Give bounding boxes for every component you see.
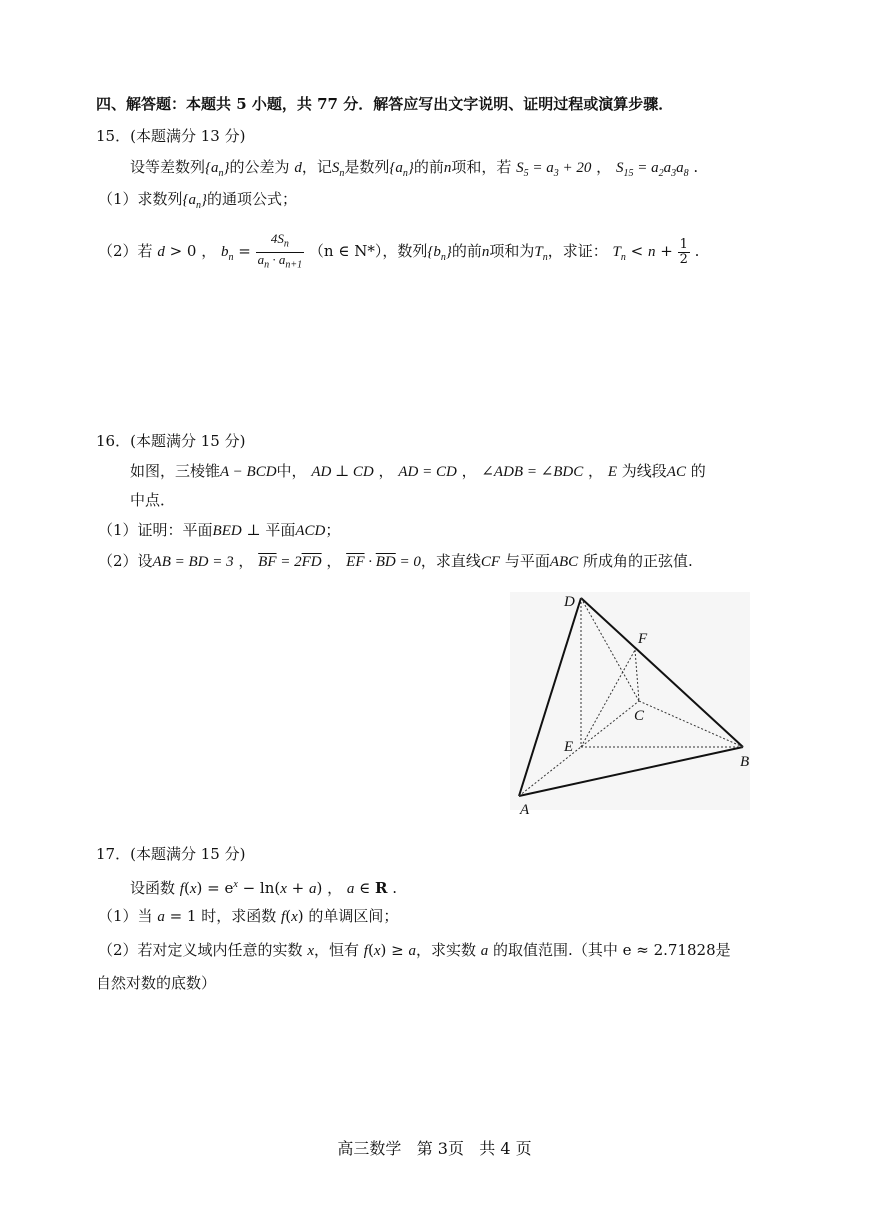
- footer-page: 第 3页: [416, 1139, 464, 1158]
- figure-background: [510, 592, 750, 810]
- q17-part2: （2）若对定义域内任意的实数 x，恒有 f(x) ≥ a，求实数 a 的取值范围.（其中 e ≈ 2.71828是: [98, 941, 731, 959]
- tetrahedron-figure: [500, 588, 760, 818]
- page-footer: [0, 1136, 869, 1159]
- q15-stem: 设等差数列$\{a_n\}$的公差为 d，记$S_n$是数列$\{a_n\}$的前n项和，若 $S_5 = a_3 + 20$ ， $S_{15} = a_2a_3a_8$ .: [130, 158, 699, 179]
- label-B: B: [740, 754, 750, 770]
- q16-stem-continued: 中点．: [130, 491, 176, 509]
- label-E: E: [564, 739, 574, 755]
- q16-stem: 如图，三棱锥A − BCD中， AD ⊥ CD ， AD = CD ， ∠ADB = ∠BDC ， E 为线段AC 的: [130, 462, 706, 480]
- q16-heading: 16．(本题满分 15 分): [96, 432, 246, 450]
- q17-heading: 17．(本题满分 15 分): [96, 845, 246, 863]
- q16-part1: （1）证明：平面BED ⊥ 平面ACD；: [98, 521, 341, 539]
- label-F: F: [638, 631, 648, 647]
- q15-part2: （2）若 d > 0 ， $b_n$ = $\frac{4S_n}{a_n \cdot a_{n+1}}$ （n ∈ N*），数列$\{b_n\}$的前n项和为$T_n$，求证： $T_n < n$ + $\frac{1}{2}$ .: [98, 231, 700, 271]
- footer-subject: 高三数学: [337, 1139, 402, 1158]
- label-C: C: [634, 708, 645, 724]
- q15-part1: （1）求数列$\{a_n\}$的通项公式；: [98, 190, 298, 211]
- q17-stem: 设函数 $f(x) = e^x - \ln(x + a)$ ， a ∈ R .: [130, 879, 398, 897]
- section-header: 四、解答题：本题共 5 小题，共 77 分．解答应写出文字说明、证明过程或演算步骤．: [96, 95, 674, 113]
- q15-condition-2: $S_{15} = a_2a_3a_8$: [615, 160, 689, 179]
- footer-total: 共 4 页: [479, 1139, 532, 1158]
- q15-heading: 15．(本题满分 13 分): [96, 127, 246, 145]
- q15-condition-1: $S_5 = a_3 + 20$: [516, 160, 592, 179]
- label-D: D: [564, 594, 575, 610]
- q17-part1: （1）当 a = 1 时，求函数 f(x) 的单调区间；: [98, 907, 399, 925]
- q17-part2-continued: 自然对数的底数）: [96, 974, 217, 992]
- label-A: A: [520, 802, 530, 818]
- q16-part2: （2）设AB = BD = 3 ， $\overline{BF} = 2\overline{FD}$ ， $\overline{EF} \cdot \overline{BD} = 0$，求直线CF 与平面ABC 所成角的正弦值.: [98, 552, 693, 570]
